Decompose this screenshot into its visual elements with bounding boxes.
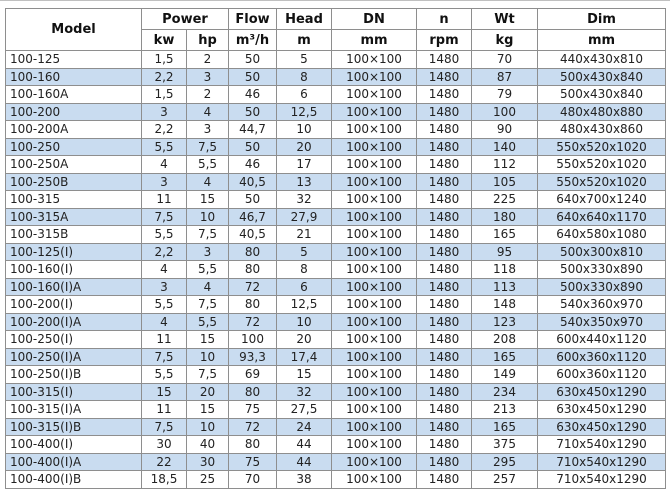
cell-flow: 50 [229, 191, 277, 209]
table-row [6, 383, 666, 401]
cell-flow: 80 [229, 261, 277, 279]
cell-wt: 165 [472, 226, 538, 244]
cell-dn: 100×100 [332, 103, 417, 121]
cell-head: 12,5 [277, 103, 332, 121]
header-power: Power [142, 9, 229, 30]
table-row [6, 243, 666, 261]
cell-flow: 80 [229, 383, 277, 401]
cell-hp: 4 [187, 173, 229, 191]
cell-dim: 600x360x1120 [538, 366, 666, 384]
cell-model: 100-160 [6, 68, 142, 86]
header-flow: Flow [229, 9, 277, 30]
table-row [6, 103, 666, 121]
cell-model: 100-315(I)A [6, 401, 142, 419]
cell-rpm: 1480 [417, 366, 472, 384]
cell-model: 100-200 [6, 103, 142, 121]
cell-rpm: 1480 [417, 348, 472, 366]
table-row [6, 471, 666, 489]
cell-wt: 105 [472, 173, 538, 191]
cell-kw: 5,5 [142, 296, 187, 314]
cell-head: 44 [277, 453, 332, 471]
cell-head: 32 [277, 383, 332, 401]
cell-rpm: 1480 [417, 138, 472, 156]
cell-dn: 100×100 [332, 436, 417, 454]
header-n: n [417, 9, 472, 30]
cell-rpm: 1480 [417, 278, 472, 296]
cell-head: 27,5 [277, 401, 332, 419]
header-row-labels [6, 9, 666, 30]
cell-wt: 165 [472, 348, 538, 366]
cell-head: 6 [277, 86, 332, 104]
cell-dn: 100×100 [332, 296, 417, 314]
cell-model: 100-160(I) [6, 261, 142, 279]
cell-head: 10 [277, 313, 332, 331]
cell-kw: 7,5 [142, 418, 187, 436]
table-row [6, 86, 666, 104]
cell-kw: 4 [142, 313, 187, 331]
cell-rpm: 1480 [417, 243, 472, 261]
header-unit-dn: mm [332, 30, 417, 51]
header-dn: DN [332, 9, 417, 30]
header-unit-hp: hp [187, 30, 229, 51]
cell-flow: 50 [229, 138, 277, 156]
cell-flow: 46 [229, 156, 277, 174]
cell-kw: 11 [142, 191, 187, 209]
cell-flow: 75 [229, 401, 277, 419]
cell-flow: 69 [229, 366, 277, 384]
cell-wt: 79 [472, 86, 538, 104]
cell-dim: 480x480x880 [538, 103, 666, 121]
cell-flow: 75 [229, 453, 277, 471]
cell-wt: 95 [472, 243, 538, 261]
cell-dn: 100×100 [332, 366, 417, 384]
cell-flow: 50 [229, 51, 277, 69]
table-row [6, 121, 666, 139]
cell-dn: 100×100 [332, 313, 417, 331]
cell-kw: 15 [142, 383, 187, 401]
cell-hp: 15 [187, 191, 229, 209]
cell-flow: 72 [229, 418, 277, 436]
cell-model: 100-400(I)A [6, 453, 142, 471]
cell-wt: 70 [472, 51, 538, 69]
cell-dn: 100×100 [332, 68, 417, 86]
cell-model: 100-315A [6, 208, 142, 226]
cell-kw: 22 [142, 453, 187, 471]
cell-hp: 7,5 [187, 366, 229, 384]
cell-wt: 225 [472, 191, 538, 209]
cell-model: 100-250A [6, 156, 142, 174]
cell-dim: 500x330x890 [538, 278, 666, 296]
cell-kw: 18,5 [142, 471, 187, 489]
cell-model: 100-315 [6, 191, 142, 209]
cell-head: 6 [277, 278, 332, 296]
cell-hp: 2 [187, 51, 229, 69]
cell-dn: 100×100 [332, 383, 417, 401]
top-divider [0, 0, 670, 1]
cell-wt: 113 [472, 278, 538, 296]
cell-hp: 10 [187, 418, 229, 436]
cell-rpm: 1480 [417, 173, 472, 191]
cell-flow: 80 [229, 243, 277, 261]
cell-hp: 4 [187, 278, 229, 296]
cell-flow: 50 [229, 103, 277, 121]
cell-hp: 30 [187, 453, 229, 471]
cell-model: 100-250(I)A [6, 348, 142, 366]
cell-head: 5 [277, 51, 332, 69]
header-model: Model [6, 9, 142, 51]
cell-hp: 20 [187, 383, 229, 401]
cell-model: 100-250(I)B [6, 366, 142, 384]
cell-dim: 440x430x810 [538, 51, 666, 69]
cell-flow: 46 [229, 86, 277, 104]
cell-flow: 40,5 [229, 173, 277, 191]
cell-hp: 15 [187, 331, 229, 349]
cell-kw: 30 [142, 436, 187, 454]
cell-wt: 375 [472, 436, 538, 454]
cell-wt: 148 [472, 296, 538, 314]
cell-wt: 213 [472, 401, 538, 419]
cell-head: 44 [277, 436, 332, 454]
cell-hp: 4 [187, 103, 229, 121]
header-unit-flow: m³/h [229, 30, 277, 51]
table-row [6, 348, 666, 366]
cell-hp: 10 [187, 208, 229, 226]
cell-wt: 165 [472, 418, 538, 436]
cell-dim: 710x540x1290 [538, 471, 666, 489]
cell-hp: 3 [187, 68, 229, 86]
cell-kw: 3 [142, 173, 187, 191]
cell-head: 8 [277, 261, 332, 279]
cell-kw: 7,5 [142, 208, 187, 226]
cell-kw: 4 [142, 156, 187, 174]
cell-dn: 100×100 [332, 191, 417, 209]
cell-kw: 11 [142, 331, 187, 349]
cell-dn: 100×100 [332, 121, 417, 139]
cell-hp: 3 [187, 121, 229, 139]
cell-rpm: 1480 [417, 436, 472, 454]
cell-wt: 100 [472, 103, 538, 121]
cell-dim: 630x450x1290 [538, 383, 666, 401]
cell-kw: 3 [142, 103, 187, 121]
cell-dim: 640x640x1170 [538, 208, 666, 226]
cell-dn: 100×100 [332, 51, 417, 69]
cell-flow: 72 [229, 313, 277, 331]
cell-flow: 80 [229, 436, 277, 454]
cell-kw: 5,5 [142, 138, 187, 156]
cell-model: 100-125(I) [6, 243, 142, 261]
cell-rpm: 1480 [417, 313, 472, 331]
cell-hp: 40 [187, 436, 229, 454]
cell-dn: 100×100 [332, 418, 417, 436]
cell-dim: 630x450x1290 [538, 401, 666, 419]
cell-dn: 100×100 [332, 243, 417, 261]
header-unit-n: rpm [417, 30, 472, 51]
cell-rpm: 1480 [417, 261, 472, 279]
table-row [6, 418, 666, 436]
table-row [6, 366, 666, 384]
cell-dim: 550x520x1020 [538, 138, 666, 156]
cell-model: 100-250(I) [6, 331, 142, 349]
cell-model: 100-200(I)A [6, 313, 142, 331]
cell-dim: 600x360x1120 [538, 348, 666, 366]
cell-head: 15 [277, 366, 332, 384]
cell-model: 100-315(I)B [6, 418, 142, 436]
cell-model: 100-315(I) [6, 383, 142, 401]
cell-dn: 100×100 [332, 261, 417, 279]
cell-rpm: 1480 [417, 401, 472, 419]
cell-rpm: 1480 [417, 103, 472, 121]
header-unit-wt: kg [472, 30, 538, 51]
table-row [6, 331, 666, 349]
cell-hp: 2 [187, 86, 229, 104]
table-row [6, 278, 666, 296]
cell-dn: 100×100 [332, 156, 417, 174]
table-row [6, 261, 666, 279]
table-header [6, 9, 666, 51]
table-row [6, 138, 666, 156]
cell-wt: 123 [472, 313, 538, 331]
header-wt: Wt [472, 9, 538, 30]
table-row [6, 173, 666, 191]
cell-hp: 5,5 [187, 156, 229, 174]
cell-model: 100-250B [6, 173, 142, 191]
cell-flow: 100 [229, 331, 277, 349]
cell-hp: 7,5 [187, 296, 229, 314]
cell-dn: 100×100 [332, 348, 417, 366]
cell-hp: 25 [187, 471, 229, 489]
table-row [6, 453, 666, 471]
cell-dim: 540x350x970 [538, 313, 666, 331]
cell-kw: 2,2 [142, 243, 187, 261]
cell-kw: 5,5 [142, 366, 187, 384]
header-unit-head: m [277, 30, 332, 51]
cell-hp: 7,5 [187, 138, 229, 156]
cell-model: 100-400(I) [6, 436, 142, 454]
cell-model: 100-400(I)B [6, 471, 142, 489]
header-dim: Dim [538, 9, 666, 30]
cell-dim: 500x430x840 [538, 68, 666, 86]
cell-dim: 550x520x1020 [538, 156, 666, 174]
cell-wt: 90 [472, 121, 538, 139]
cell-head: 20 [277, 331, 332, 349]
cell-wt: 87 [472, 68, 538, 86]
cell-dim: 630x450x1290 [538, 418, 666, 436]
table-row [6, 226, 666, 244]
cell-dim: 600x440x1120 [538, 331, 666, 349]
cell-model: 100-315B [6, 226, 142, 244]
cell-rpm: 1480 [417, 51, 472, 69]
cell-hp: 10 [187, 348, 229, 366]
table-row [6, 296, 666, 314]
cell-dn: 100×100 [332, 453, 417, 471]
table-row [6, 156, 666, 174]
cell-rpm: 1480 [417, 68, 472, 86]
cell-hp: 3 [187, 243, 229, 261]
table-row [6, 68, 666, 86]
cell-head: 38 [277, 471, 332, 489]
cell-wt: 149 [472, 366, 538, 384]
cell-flow: 40,5 [229, 226, 277, 244]
cell-model: 100-160A [6, 86, 142, 104]
header-head: Head [277, 9, 332, 30]
cell-hp: 15 [187, 401, 229, 419]
cell-wt: 257 [472, 471, 538, 489]
table-row [6, 208, 666, 226]
cell-wt: 234 [472, 383, 538, 401]
table-row [6, 436, 666, 454]
cell-rpm: 1480 [417, 121, 472, 139]
cell-flow: 46,7 [229, 208, 277, 226]
cell-head: 12,5 [277, 296, 332, 314]
cell-wt: 295 [472, 453, 538, 471]
cell-head: 8 [277, 68, 332, 86]
cell-dim: 640x580x1080 [538, 226, 666, 244]
cell-flow: 50 [229, 68, 277, 86]
cell-dim: 640x700x1240 [538, 191, 666, 209]
cell-wt: 112 [472, 156, 538, 174]
cell-dn: 100×100 [332, 331, 417, 349]
cell-model: 100-200A [6, 121, 142, 139]
cell-head: 32 [277, 191, 332, 209]
cell-dim: 480x430x860 [538, 121, 666, 139]
cell-rpm: 1480 [417, 208, 472, 226]
cell-rpm: 1480 [417, 453, 472, 471]
cell-model: 100-250 [6, 138, 142, 156]
cell-flow: 70 [229, 471, 277, 489]
cell-head: 10 [277, 121, 332, 139]
table-row [6, 191, 666, 209]
cell-rpm: 1480 [417, 156, 472, 174]
cell-dn: 100×100 [332, 471, 417, 489]
cell-rpm: 1480 [417, 418, 472, 436]
table-row [6, 51, 666, 69]
cell-kw: 1,5 [142, 51, 187, 69]
cell-kw: 2,2 [142, 68, 187, 86]
cell-dn: 100×100 [332, 401, 417, 419]
pump-spec-table [5, 8, 666, 489]
cell-dim: 710x540x1290 [538, 453, 666, 471]
table-row [6, 313, 666, 331]
cell-rpm: 1480 [417, 383, 472, 401]
table-row [6, 401, 666, 419]
cell-kw: 4 [142, 261, 187, 279]
cell-kw: 5,5 [142, 226, 187, 244]
cell-kw: 3 [142, 278, 187, 296]
cell-dn: 100×100 [332, 226, 417, 244]
cell-head: 17 [277, 156, 332, 174]
cell-rpm: 1480 [417, 296, 472, 314]
cell-kw: 1,5 [142, 86, 187, 104]
cell-wt: 140 [472, 138, 538, 156]
cell-dim: 500x430x840 [538, 86, 666, 104]
cell-dim: 540x360x970 [538, 296, 666, 314]
cell-head: 24 [277, 418, 332, 436]
cell-head: 27,9 [277, 208, 332, 226]
cell-dim: 500x330x890 [538, 261, 666, 279]
cell-hp: 5,5 [187, 261, 229, 279]
cell-hp: 5,5 [187, 313, 229, 331]
cell-dn: 100×100 [332, 86, 417, 104]
cell-wt: 118 [472, 261, 538, 279]
cell-dn: 100×100 [332, 138, 417, 156]
cell-head: 21 [277, 226, 332, 244]
cell-head: 13 [277, 173, 332, 191]
header-unit-kw: kw [142, 30, 187, 51]
cell-rpm: 1480 [417, 191, 472, 209]
cell-head: 17,4 [277, 348, 332, 366]
cell-dim: 500x300x810 [538, 243, 666, 261]
cell-rpm: 1480 [417, 226, 472, 244]
cell-head: 20 [277, 138, 332, 156]
cell-kw: 7,5 [142, 348, 187, 366]
cell-kw: 2,2 [142, 121, 187, 139]
cell-flow: 80 [229, 296, 277, 314]
cell-head: 5 [277, 243, 332, 261]
cell-wt: 180 [472, 208, 538, 226]
cell-hp: 7,5 [187, 226, 229, 244]
cell-rpm: 1480 [417, 471, 472, 489]
cell-dn: 100×100 [332, 208, 417, 226]
cell-rpm: 1480 [417, 331, 472, 349]
cell-model: 100-125 [6, 51, 142, 69]
cell-kw: 11 [142, 401, 187, 419]
cell-wt: 208 [472, 331, 538, 349]
cell-dn: 100×100 [332, 173, 417, 191]
cell-dn: 100×100 [332, 278, 417, 296]
cell-flow: 44,7 [229, 121, 277, 139]
table-body [6, 51, 666, 489]
cell-dim: 710x540x1290 [538, 436, 666, 454]
cell-rpm: 1480 [417, 86, 472, 104]
header-unit-dim: mm [538, 30, 666, 51]
cell-flow: 93,3 [229, 348, 277, 366]
cell-model: 100-200(I) [6, 296, 142, 314]
cell-dim: 550x520x1020 [538, 173, 666, 191]
cell-model: 100-160(I)A [6, 278, 142, 296]
cell-flow: 72 [229, 278, 277, 296]
